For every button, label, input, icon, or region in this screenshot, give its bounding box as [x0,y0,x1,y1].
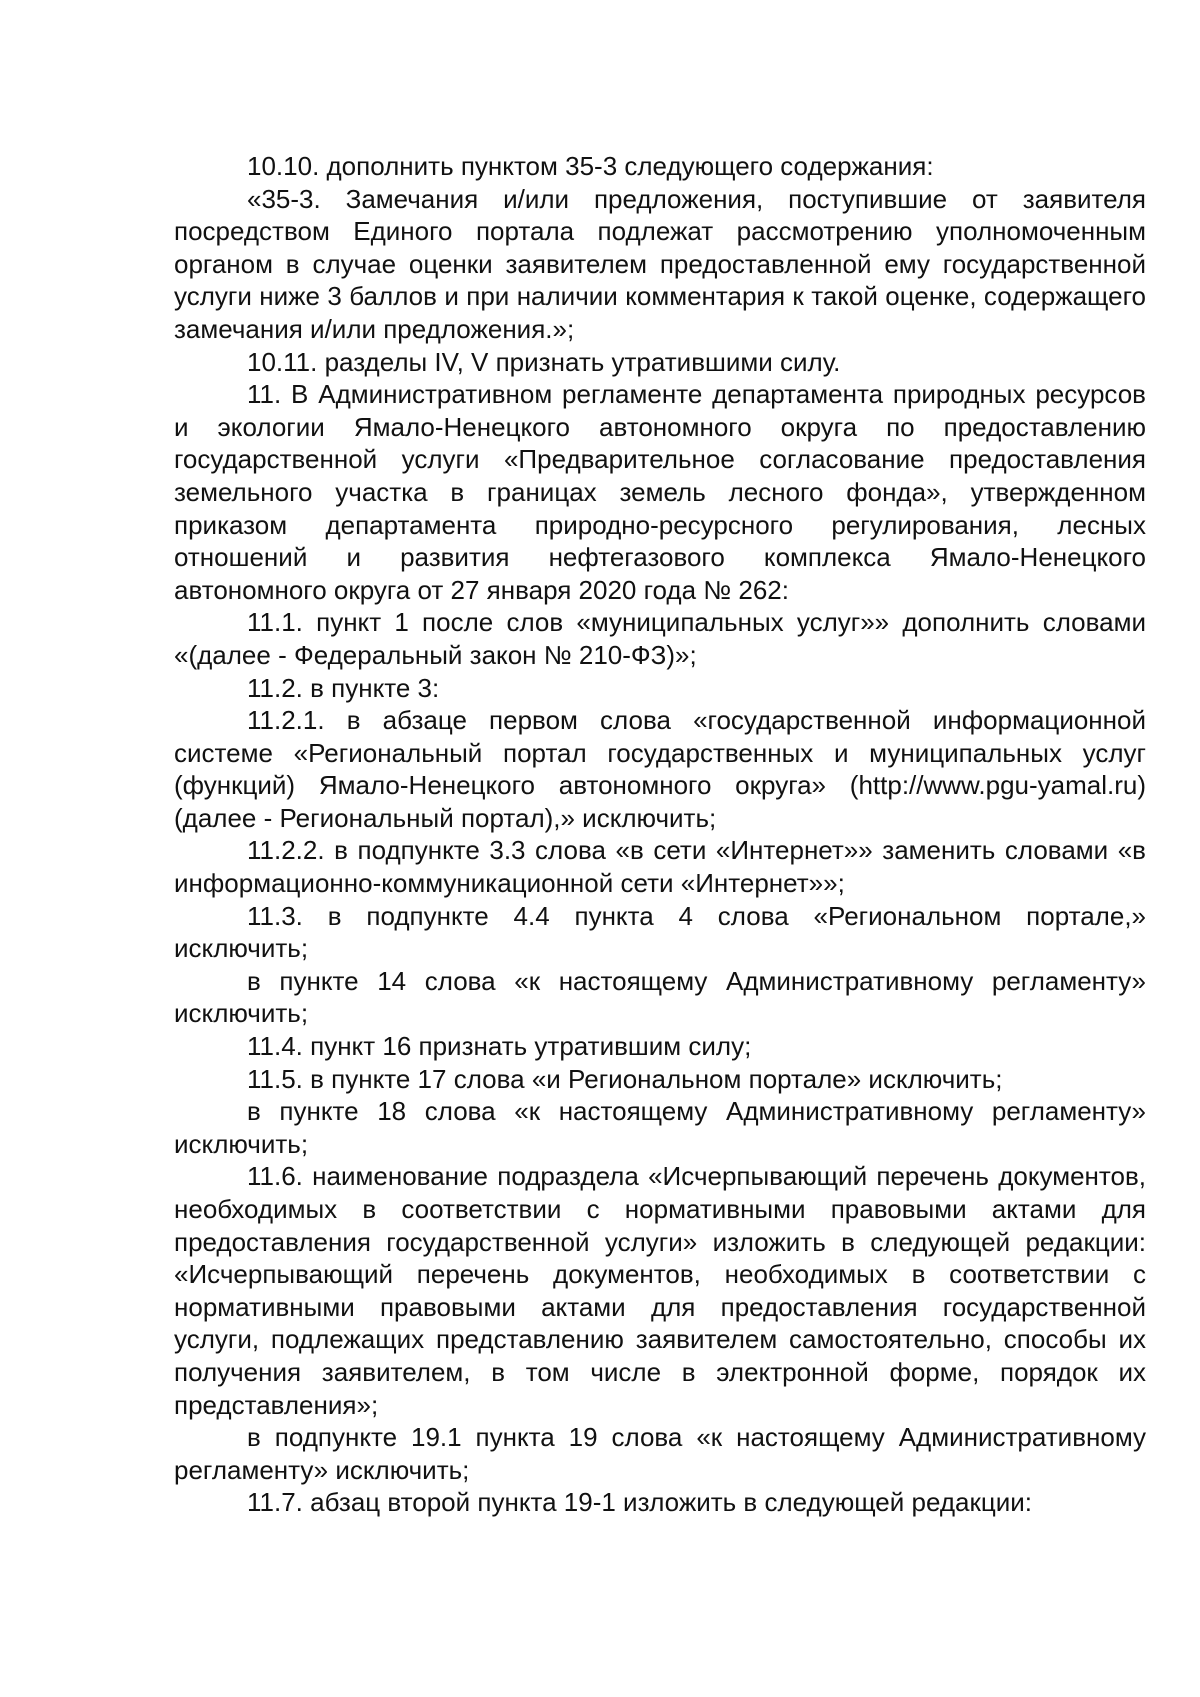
paragraph-11-4: 11.4. пункт 16 признать утратившим силу; [247,1031,752,1062]
paragraph-10-11: 10.11. разделы IV, V признать утратившими силу. [247,346,841,377]
paragraph-point-18: в пункте 18 слова «к настоящему Административному регламенту» исключить; [174,1096,1146,1159]
paragraph-11-7: 11.7. абзац второй пункта 19-1 изложить в следующей редакции: [247,1487,1033,1518]
paragraph-11-6: 11.6. наименование подраздела «Исчерпывающий перечень документов, необходимых в соответствии с нормативными правовыми актами для предоставления государственной услуги» изложить в следующей редакции: «Исчерпывающий перечень документов, необходимых в соответствии с нормативными правовыми актами для предоставления государственной услуги, подлежащих представлению заявителем самостоятельно, способы их получения заявителем, в том числе в электронной форме, порядок их представления»; [174,1161,1146,1420]
paragraph-subpoint-19-1: в подпункте 19.1 пункта 19 слова «к настоящему Административному регламенту» исключить; [174,1422,1146,1485]
paragraph-11: 11. В Административном регламенте департамента природных ресурсов и экологии Ямало-Ненецкого автономного округа по предоставлению государственной услуги «Предварительное согласование предоставления земельного участка в границах земель лесного фонда», утвержденном приказом департамента природно-ресурсного регулирования, лесных отношений и развития нефтегазового комплекса Ямало-Ненецкого автономного округа от 27 января 2020 года № 262: [174,379,1146,605]
paragraph-point-14: в пункте 14 слова «к настоящему Административному регламенту» исключить; [174,965,1146,1029]
paragraph-11-2-1: 11.2.1. в абзаце первом слова «государственной информационной системе «Региональный портал государственных и муниципальных услуг (функций) Ямало-Ненецкого автономного округа» (http://www.pgu-yamal.ru) (далее - Региональный портал),» исключить; [174,705,1146,833]
paragraph-11-2: 11.2. в пункте 3: [247,672,440,703]
paragraph-35-3-quote: «35-3. Замечания и/или предложения, поступившие от заявителя посредством Единого портала подлежат рассмотрению уполномоченным органом в случае оценки заявителем предоставленной ему государственной услуги ниже 3 баллов и при наличии комментария к такой оценке, содержащего замечания и/или предложения.»; [174,183,1146,344]
document-body [174,150,1146,1519]
paragraph-11-5: 11.5. в пункте 17 слова «и Региональном портале» исключить; [247,1063,1003,1094]
paragraph-10-10: 10.10. дополнить пунктом 35-3 следующего содержания: [247,151,934,181]
paragraph-11-2-2: 11.2.2. в подпункте 3.3 слова «в сети «Интернет»» заменить словами «в информационно-коммуникационной сети «Интернет»»; [174,835,1146,899]
paragraph-11-1: 11.1. пункт 1 после слов «муниципальных услуг»» дополнить словами «(далее - Федеральный закон № 210-ФЗ)»; [174,607,1146,670]
paragraph-11-3: 11.3. в подпункте 4.4 пункта 4 слова «Региональном портале,» исключить; [174,900,1146,964]
